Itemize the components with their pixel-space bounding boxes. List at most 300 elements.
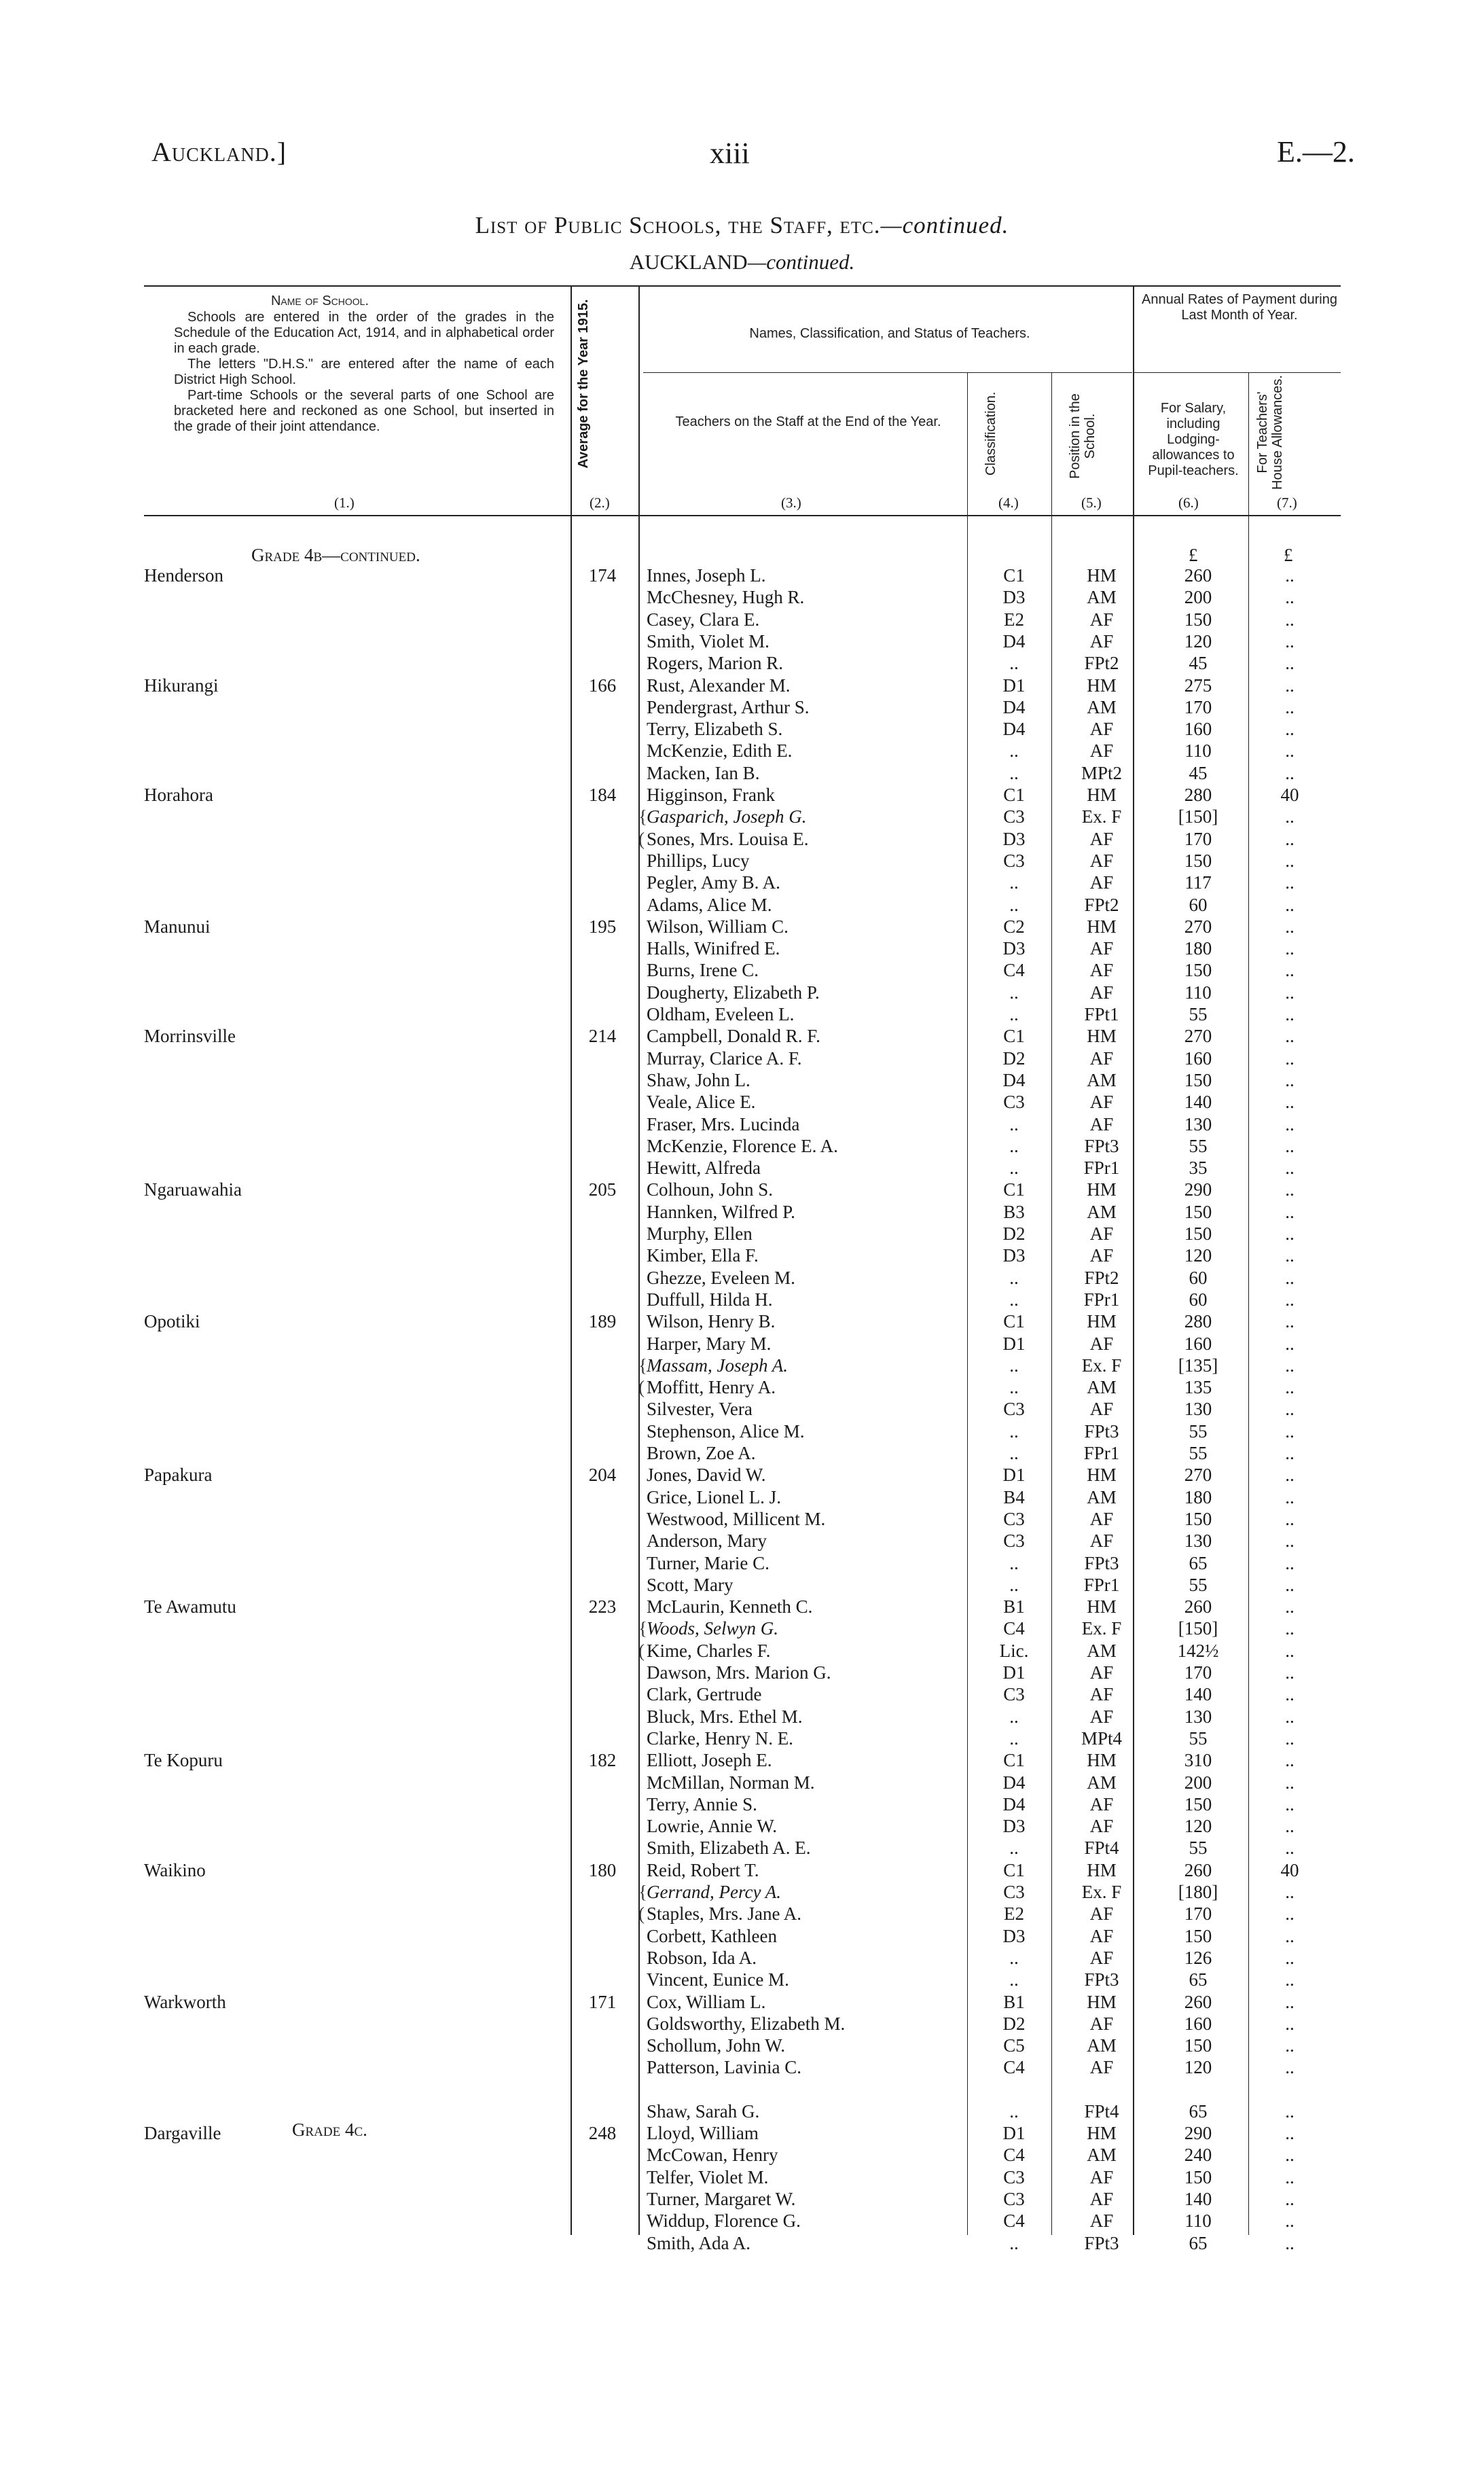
- allowance-column-header: For Teachers' House Allowances.: [1255, 375, 1285, 490]
- teacher-name: McKenzie, Florence E. A.: [647, 1135, 838, 1156]
- house-allowance: 40: [1280, 785, 1299, 805]
- house-allowance: ..: [1285, 1048, 1295, 1069]
- column-number-6: (6.): [1178, 495, 1199, 511]
- col-rule-1: [571, 285, 572, 2235]
- teacher-name: Goldsworthy, Elizabeth M.: [647, 2013, 846, 2034]
- classification: D3: [1002, 938, 1026, 959]
- bracket-mark: (: [638, 1903, 645, 1925]
- classification: C3: [1003, 1092, 1025, 1113]
- salary: 160: [1184, 719, 1212, 740]
- position: HM: [1087, 1859, 1117, 1880]
- position: HM: [1087, 565, 1117, 586]
- teacher-name: Terry, Annie S.: [647, 1793, 757, 1814]
- position: FPt1: [1084, 1004, 1119, 1024]
- teacher-name: Pendergrast, Arthur S.: [647, 696, 810, 717]
- classification: ..: [1009, 894, 1019, 915]
- classification: C4: [1003, 1618, 1025, 1639]
- teacher-name: Shaw, John L.: [647, 1069, 750, 1090]
- classification: ..: [1009, 1355, 1019, 1376]
- position: HM: [1087, 785, 1117, 805]
- position: AF: [1089, 938, 1114, 959]
- bracket-mark: (: [638, 828, 645, 849]
- house-allowance: ..: [1285, 1026, 1295, 1047]
- document-reference: E.—2.: [1277, 135, 1355, 168]
- position: AM: [1087, 1069, 1117, 1090]
- salary: 65: [1189, 1552, 1208, 1573]
- position: AF: [1089, 1508, 1114, 1529]
- average-attendance: 248: [588, 2123, 617, 2143]
- bracket-mark: {: [638, 806, 647, 827]
- salary: 180: [1184, 1486, 1212, 1507]
- teacher-name: Rogers, Marion R.: [647, 653, 783, 674]
- salary: 200: [1184, 587, 1212, 608]
- teacher-name: Murphy, Ellen: [647, 1223, 753, 1244]
- salary: [180]: [1178, 1882, 1218, 1902]
- house-allowance: ..: [1285, 696, 1295, 717]
- classification: C2: [1003, 916, 1025, 937]
- salary: 55: [1189, 1135, 1208, 1156]
- house-allowance: ..: [1285, 1004, 1295, 1024]
- teacher-name: Staples, Mrs. Jane A.: [647, 1903, 801, 1925]
- position: FPr1: [1083, 1574, 1120, 1595]
- position: AM: [1087, 2035, 1117, 2056]
- classification: ..: [1009, 653, 1019, 674]
- position: FPt4: [1084, 2100, 1119, 2122]
- position: AM: [1087, 1201, 1117, 1222]
- page-number: xiii: [710, 137, 750, 170]
- position: AF: [1089, 2013, 1114, 2034]
- salary: 170: [1184, 828, 1212, 849]
- classification: ..: [1009, 1377, 1019, 1398]
- house-allowance: ..: [1285, 2035, 1295, 2056]
- teacher-name: Widdup, Florence G.: [647, 2211, 801, 2232]
- classification: ..: [1009, 1574, 1019, 1595]
- salary: 170: [1184, 1662, 1212, 1683]
- classification: ..: [1009, 1135, 1019, 1156]
- school-name: Te Awamutu: [144, 1596, 236, 1617]
- teacher-name: McCowan, Henry: [647, 2145, 778, 2166]
- position: AF: [1089, 1333, 1114, 1354]
- school-column-header: Name of School.: [270, 293, 369, 308]
- teacher-name: Jones, David W.: [647, 1465, 766, 1486]
- house-allowance: ..: [1285, 2057, 1295, 2078]
- house-allowance: ..: [1285, 675, 1295, 696]
- salary: 130: [1184, 1706, 1212, 1727]
- salary: 150: [1184, 609, 1212, 630]
- position: AF: [1089, 2188, 1114, 2209]
- position: AF: [1089, 1793, 1114, 1814]
- house-allowance: ..: [1285, 1223, 1295, 1244]
- teacher-name: Veale, Alice E.: [647, 1092, 756, 1113]
- position: AF: [1089, 1947, 1114, 1968]
- position: Ex. F: [1081, 1618, 1122, 1639]
- salary: [150]: [1178, 806, 1218, 827]
- house-allowance: ..: [1285, 1289, 1295, 1310]
- position: AM: [1087, 696, 1117, 717]
- position: HM: [1087, 2123, 1117, 2143]
- house-allowance: ..: [1285, 1267, 1295, 1288]
- position: AF: [1089, 1925, 1114, 1946]
- position: AF: [1089, 630, 1114, 651]
- salary: 180: [1184, 938, 1212, 959]
- salary: 140: [1184, 1092, 1212, 1113]
- classification: C5: [1003, 2035, 1025, 2056]
- salary: 35: [1189, 1158, 1208, 1179]
- average-attendance: 180: [588, 1859, 617, 1880]
- position: HM: [1087, 916, 1117, 937]
- column-number-5: (5.): [1081, 495, 1102, 511]
- teacher-name: Burns, Irene C.: [647, 960, 759, 981]
- classification: D3: [1002, 1245, 1026, 1266]
- classification: ..: [1009, 762, 1019, 783]
- teacher-name: Clark, Gertrude: [647, 1684, 762, 1705]
- classification: C1: [1003, 1026, 1025, 1047]
- bracket-mark: {: [638, 1618, 647, 1639]
- column-number-3: (3.): [781, 495, 801, 511]
- school-name: Morrinsville: [144, 1026, 236, 1047]
- house-allowance: ..: [1285, 1772, 1295, 1793]
- position: MPt2: [1081, 762, 1123, 783]
- salary: 275: [1184, 675, 1212, 696]
- salary: 150: [1184, 1508, 1212, 1529]
- classification: B3: [1003, 1201, 1025, 1222]
- classification: ..: [1009, 872, 1019, 893]
- house-allowance: ..: [1285, 1399, 1295, 1420]
- classification: D4: [1002, 696, 1026, 717]
- classification: D2: [1002, 2013, 1026, 2034]
- position-column-header: Position in the School.: [1068, 393, 1098, 479]
- currency-symbol-salary: £: [1189, 545, 1198, 565]
- teacher-name: Wilson, Henry B.: [647, 1311, 776, 1332]
- position: FPr1: [1083, 1158, 1120, 1179]
- house-allowance: ..: [1285, 1508, 1295, 1529]
- classification: D4: [1002, 1772, 1026, 1793]
- house-allowance: ..: [1285, 1793, 1295, 1814]
- teacher-name: Casey, Clara E.: [647, 609, 760, 630]
- position: AF: [1089, 1662, 1114, 1683]
- school-name: Henderson: [144, 565, 223, 586]
- teacher-name: Lowrie, Annie W.: [647, 1816, 777, 1837]
- classification: ..: [1009, 1443, 1019, 1463]
- classification: C1: [1003, 1859, 1025, 1880]
- teacher-name: Moffitt, Henry A.: [647, 1377, 776, 1398]
- position: MPt4: [1081, 1728, 1123, 1749]
- position: FPt2: [1084, 653, 1119, 674]
- position: AM: [1087, 587, 1117, 608]
- house-allowance: ..: [1285, 1838, 1295, 1859]
- salary: 60: [1189, 1267, 1208, 1288]
- house-allowance: ..: [1285, 1311, 1295, 1332]
- position: AF: [1089, 719, 1114, 740]
- teacher-name: Lloyd, William: [647, 2123, 759, 2143]
- average-attendance: 184: [588, 785, 617, 805]
- house-allowance: ..: [1285, 630, 1295, 651]
- teacher-name: Cox, William L.: [647, 1991, 766, 2012]
- salary: 45: [1189, 653, 1208, 674]
- position: AM: [1087, 2145, 1117, 2166]
- house-allowance: ..: [1285, 1113, 1295, 1134]
- header-bottom-rule: [144, 515, 1341, 516]
- house-allowance: ..: [1285, 1486, 1295, 1507]
- teacher-name: Hannken, Wilfred P.: [647, 1201, 795, 1222]
- classification: C3: [1003, 1508, 1025, 1529]
- teacher-name: Campbell, Donald R. F.: [647, 1026, 820, 1047]
- position: AF: [1089, 960, 1114, 981]
- position: HM: [1087, 1311, 1117, 1332]
- salary: 120: [1184, 630, 1212, 651]
- average-attendance: 195: [588, 916, 617, 937]
- house-allowance: ..: [1285, 2211, 1295, 2232]
- teacher-name: Turner, Marie C.: [647, 1552, 770, 1573]
- salary: [135]: [1178, 1355, 1218, 1376]
- classification: ..: [1009, 1838, 1019, 1859]
- salary: 55: [1189, 1728, 1208, 1749]
- teacher-name: Massam, Joseph A.: [647, 1355, 788, 1376]
- position: FPr1: [1083, 1443, 1120, 1463]
- teacher-name: Elliott, Joseph E.: [647, 1750, 772, 1771]
- position: AF: [1089, 1684, 1114, 1705]
- average-attendance: 182: [588, 1750, 617, 1771]
- position: AF: [1089, 1113, 1114, 1134]
- position: HM: [1087, 1465, 1117, 1486]
- classification: ..: [1009, 1947, 1019, 1968]
- classification: ..: [1009, 1420, 1019, 1442]
- salary: 135: [1184, 1377, 1212, 1398]
- classification: D1: [1002, 1465, 1026, 1486]
- house-allowance: ..: [1285, 916, 1295, 937]
- house-allowance: ..: [1285, 1377, 1295, 1398]
- classification: D3: [1002, 828, 1026, 849]
- teacher-name: Vincent, Eunice M.: [647, 1969, 789, 1990]
- position: Ex. F: [1081, 1355, 1122, 1376]
- salary: 65: [1189, 1969, 1208, 1990]
- teacher-name: Clarke, Henry N. E.: [647, 1728, 793, 1749]
- house-allowance: ..: [1285, 1465, 1295, 1486]
- salary: 110: [1184, 740, 1212, 762]
- bracket-mark: (: [638, 1640, 645, 1661]
- house-allowance: ..: [1285, 960, 1295, 981]
- position: FPt3: [1084, 1420, 1119, 1442]
- salary: 140: [1184, 2188, 1212, 2209]
- position: HM: [1087, 1991, 1117, 2012]
- classification: C1: [1003, 1311, 1025, 1332]
- salary: 65: [1189, 2232, 1208, 2253]
- salary: 200: [1184, 1772, 1212, 1793]
- column-number-1: (1.): [334, 495, 355, 511]
- position: FPt3: [1084, 1552, 1119, 1573]
- column-number-7: (7.): [1277, 495, 1297, 511]
- bracket-mark: {: [638, 1355, 647, 1376]
- salary: 290: [1184, 1179, 1212, 1200]
- salary: 170: [1184, 1903, 1212, 1925]
- house-allowance: ..: [1285, 565, 1295, 586]
- house-allowance: ..: [1285, 1069, 1295, 1090]
- average-attendance: 166: [588, 675, 617, 696]
- salary: 150: [1184, 2166, 1212, 2187]
- salary: 150: [1184, 1201, 1212, 1222]
- teacher-name: Fraser, Mrs. Lucinda: [647, 1113, 800, 1134]
- classification: ..: [1009, 1113, 1019, 1134]
- salary: 130: [1184, 1531, 1212, 1552]
- average-attendance: 205: [588, 1179, 617, 1200]
- position: AF: [1089, 740, 1114, 762]
- position: AF: [1089, 609, 1114, 630]
- teacher-name: Adams, Alice M.: [647, 894, 772, 915]
- salary-column-header: For Salary, including Lodging-allowances to Pupil-teachers.: [1148, 401, 1239, 478]
- house-allowance: ..: [1285, 1201, 1295, 1222]
- average-attendance: 174: [588, 565, 617, 586]
- classification: B1: [1003, 1596, 1025, 1617]
- classification: C3: [1003, 850, 1025, 871]
- position: HM: [1087, 1596, 1117, 1617]
- classification: ..: [1009, 1158, 1019, 1179]
- teacher-name: Turner, Margaret W.: [647, 2188, 796, 2209]
- classification: C1: [1003, 1750, 1025, 1771]
- teacher-name: Dougherty, Elizabeth P.: [647, 982, 820, 1003]
- salary: 280: [1184, 1311, 1212, 1332]
- house-allowance: ..: [1285, 938, 1295, 959]
- classification: ..: [1009, 982, 1019, 1003]
- position: AF: [1089, 982, 1114, 1003]
- salary: 170: [1184, 696, 1212, 717]
- rates-group-header: Annual Rates of Payment during Last Month of Year.: [1142, 292, 1337, 323]
- teacher-name: Pegler, Amy B. A.: [647, 872, 780, 893]
- teacher-name: McMillan, Norman M.: [647, 1772, 815, 1793]
- classification-column-header: Classification.: [983, 391, 998, 476]
- salary: 110: [1184, 982, 1212, 1003]
- teacher-name: Murray, Clarice A. F.: [647, 1048, 802, 1069]
- classification: B1: [1003, 1991, 1025, 2012]
- position: AF: [1089, 1092, 1114, 1113]
- salary: 60: [1189, 1289, 1208, 1310]
- house-allowance: ..: [1285, 828, 1295, 849]
- classification: D1: [1002, 1662, 1026, 1683]
- average-attendance: 204: [588, 1465, 617, 1486]
- salary: 270: [1184, 1465, 1212, 1486]
- salary: 240: [1184, 2145, 1212, 2166]
- house-allowance: ..: [1285, 1245, 1295, 1266]
- teacher-name: Terry, Elizabeth S.: [647, 719, 783, 740]
- house-allowance: ..: [1285, 719, 1295, 740]
- classification: ..: [1009, 1289, 1019, 1310]
- position: AF: [1089, 1048, 1114, 1069]
- classification: D4: [1002, 1793, 1026, 1814]
- classification: D4: [1002, 719, 1026, 740]
- teacher-name: Telfer, Violet M.: [647, 2166, 769, 2187]
- house-allowance: ..: [1285, 1158, 1295, 1179]
- salary: 130: [1184, 1399, 1212, 1420]
- classification: D3: [1002, 1925, 1026, 1946]
- header-top-rule: [144, 285, 1341, 287]
- house-allowance: ..: [1285, 1596, 1295, 1617]
- salary: 130: [1184, 1113, 1212, 1134]
- classification: C3: [1003, 2188, 1025, 2209]
- salary: 110: [1184, 2211, 1212, 2232]
- house-allowance: ..: [1285, 2166, 1295, 2187]
- salary: 260: [1184, 1991, 1212, 2012]
- salary: [150]: [1178, 1618, 1218, 1639]
- salary: 270: [1184, 1026, 1212, 1047]
- classification: ..: [1009, 2100, 1019, 2122]
- column-number-2: (2.): [590, 495, 610, 511]
- salary: 120: [1184, 1816, 1212, 1837]
- teacher-name: Bluck, Mrs. Ethel M.: [647, 1706, 803, 1727]
- position: AF: [1089, 1706, 1114, 1727]
- classification: B4: [1003, 1486, 1025, 1507]
- classification: D2: [1002, 1223, 1026, 1244]
- teacher-name: Patterson, Lavinia C.: [647, 2057, 801, 2078]
- classification: D3: [1002, 1816, 1026, 1837]
- classification: ..: [1009, 1728, 1019, 1749]
- teacher-name: Hewitt, Alfreda: [647, 1158, 761, 1179]
- classification: E2: [1004, 609, 1024, 630]
- grade-heading-4b: Grade 4b—continued.: [251, 545, 420, 565]
- school-name: Dargaville: [144, 2123, 221, 2143]
- classification: C4: [1003, 2057, 1025, 2078]
- house-allowance: ..: [1285, 1882, 1295, 1902]
- position: AF: [1089, 1903, 1114, 1925]
- house-allowance: ..: [1285, 1135, 1295, 1156]
- teacher-name: Smith, Violet M.: [647, 630, 770, 651]
- salary: 310: [1184, 1750, 1212, 1771]
- salary: 65: [1189, 2100, 1208, 2122]
- position: HM: [1087, 1026, 1117, 1047]
- position: AF: [1089, 1531, 1114, 1552]
- classification: D1: [1002, 675, 1026, 696]
- salary: 260: [1184, 565, 1212, 586]
- classification: C3: [1003, 806, 1025, 827]
- teacher-name: McLaurin, Kenneth C.: [647, 1596, 813, 1617]
- classification: ..: [1009, 1552, 1019, 1573]
- position: FPt2: [1084, 1267, 1119, 1288]
- salary: 150: [1184, 2035, 1212, 2056]
- salary: 150: [1184, 850, 1212, 871]
- classification: ..: [1009, 2232, 1019, 2253]
- teacher-name: Wilson, William C.: [647, 916, 789, 937]
- teacher-name: Phillips, Lucy: [647, 850, 750, 871]
- classification: C3: [1003, 2166, 1025, 2187]
- position: AM: [1087, 1377, 1117, 1398]
- house-allowance: ..: [1285, 1092, 1295, 1113]
- position: AF: [1089, 872, 1114, 893]
- house-allowance: ..: [1285, 1640, 1295, 1661]
- teacher-name: Ghezze, Eveleen M.: [647, 1267, 795, 1288]
- house-allowance: ..: [1285, 1355, 1295, 1376]
- house-allowance: ..: [1285, 1750, 1295, 1771]
- house-allowance: ..: [1285, 894, 1295, 915]
- col-rule-3: [967, 372, 968, 2235]
- position: AM: [1087, 1640, 1117, 1661]
- teacher-name: Higginson, Frank: [647, 785, 775, 805]
- house-allowance: ..: [1285, 609, 1295, 630]
- teacher-name: Reid, Robert T.: [647, 1859, 759, 1880]
- school-name: Waikino: [144, 1859, 206, 1880]
- position: Ex. F: [1081, 806, 1122, 827]
- position: FPt2: [1084, 894, 1119, 915]
- bracket-mark: {: [638, 1882, 647, 1902]
- position: FPt4: [1084, 1838, 1119, 1859]
- average-attendance: 223: [588, 1596, 617, 1617]
- teacher-name: Innes, Joseph L.: [647, 565, 766, 586]
- house-allowance: ..: [1285, 872, 1295, 893]
- school-name: Ngaruawahia: [144, 1179, 242, 1200]
- teacher-name: Dawson, Mrs. Marion G.: [647, 1662, 831, 1683]
- classification: C3: [1003, 1531, 1025, 1552]
- house-allowance: ..: [1285, 740, 1295, 762]
- position: HM: [1087, 1179, 1117, 1200]
- classification: C1: [1003, 785, 1025, 805]
- salary: 117: [1184, 872, 1212, 893]
